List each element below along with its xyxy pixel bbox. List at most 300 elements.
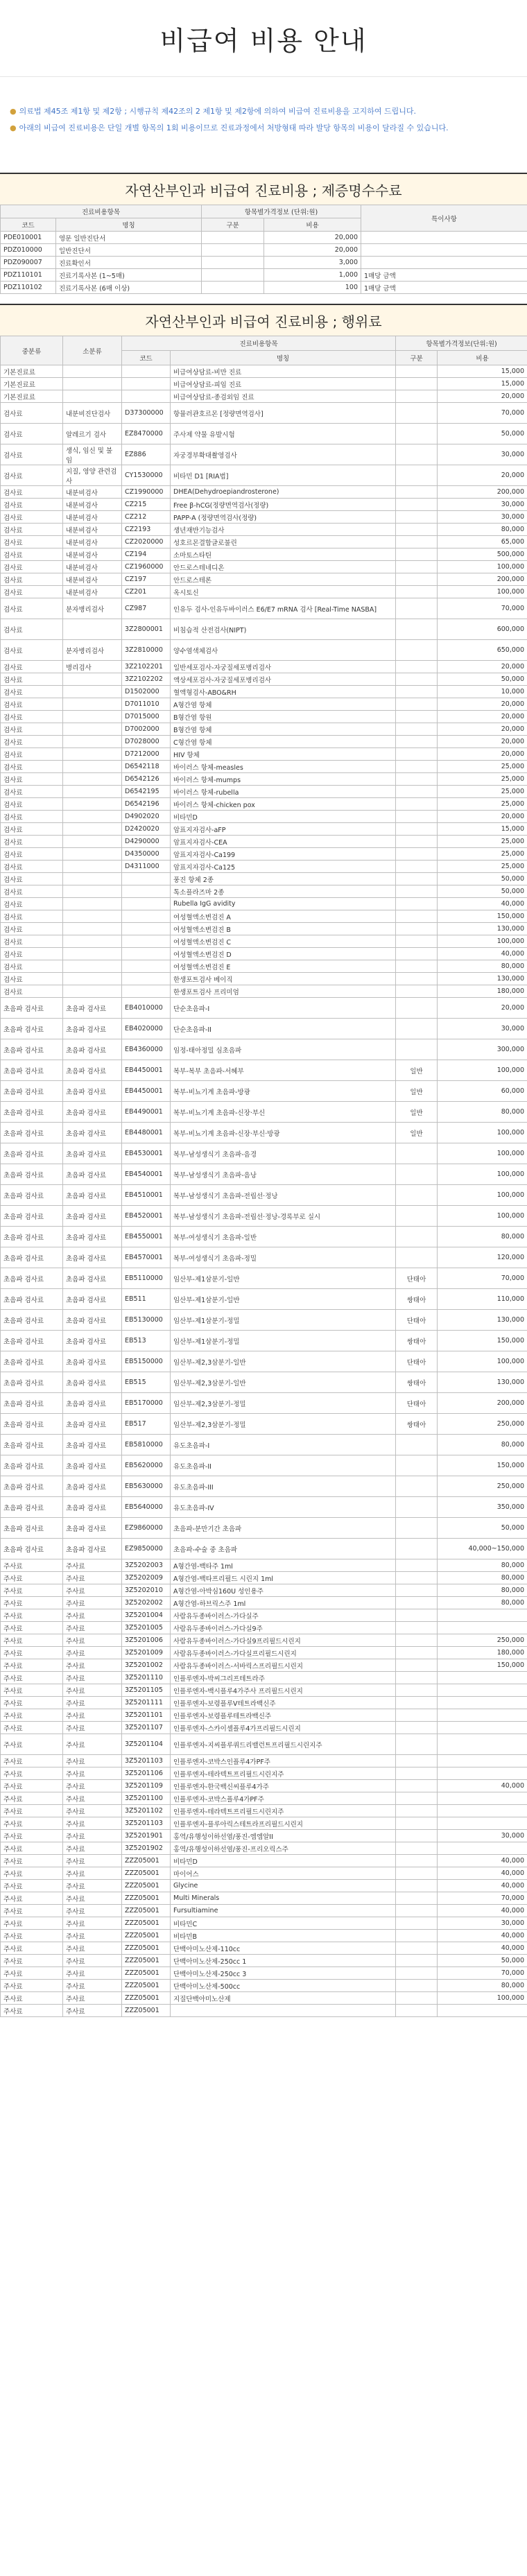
cell-sub: 초음파 검사료 xyxy=(63,1351,122,1372)
cell-cat: 주사료 xyxy=(1,1805,63,1817)
cell-sub xyxy=(63,836,122,848)
cell-cost: 25,000 xyxy=(438,761,527,773)
cell-sub: 주사료 xyxy=(63,1992,122,2005)
cell-kind xyxy=(396,536,438,548)
cell-cat: 초음파 검사료 xyxy=(1,1268,63,1289)
table-row xyxy=(1,661,527,673)
cell-sub: 초음파 검사료 xyxy=(63,1039,122,1060)
cell-code: CZ197 xyxy=(122,573,171,586)
table-row xyxy=(1,811,527,823)
cell-cost xyxy=(438,1697,527,1709)
cell-name: 안드로스테론 xyxy=(171,573,396,586)
cell-name: 복부-비뇨기계 초음파-신장·부신·방광 xyxy=(171,1123,396,1143)
cell-sub: 내분비검사 xyxy=(63,548,122,561)
table-row xyxy=(1,736,527,748)
cell-cost: 20,000 xyxy=(438,390,527,403)
cell-code: ZZZ05001 xyxy=(122,1917,171,1930)
procedure-rows xyxy=(1,365,527,2017)
cell-kind xyxy=(396,1247,438,1268)
cell-cat: 초음파 검사료 xyxy=(1,1289,63,1310)
cell-cat: 검사료 xyxy=(1,923,63,935)
cell-cat: 주사료 xyxy=(1,1930,63,1942)
cell-kind xyxy=(396,1435,438,1455)
cell-cost: 40,000 xyxy=(438,898,527,910)
cell-cat: 검사료 xyxy=(1,748,63,761)
cell-code: EB511 xyxy=(122,1289,171,1310)
cell-cat: 주사료 xyxy=(1,1905,63,1917)
cell-cost xyxy=(438,1734,527,1755)
cell-name: 자궁경부확대촬영검사 xyxy=(171,444,396,465)
table-row xyxy=(1,861,527,873)
table-row xyxy=(1,1684,527,1697)
table-row xyxy=(1,1734,527,1755)
cell-name: 일반세포검사-자궁질세포병리검사 xyxy=(171,661,396,673)
cell-sub: 생식, 임신 및 불임 xyxy=(63,444,122,465)
cell-kind xyxy=(396,390,438,403)
cell-name: 여성혈액소변검진 B xyxy=(171,923,396,935)
cell-name: 인플루엔자-스카이셀플루4가프리필드시린지 xyxy=(171,1722,396,1734)
cell-cost: 150,000 xyxy=(438,1659,527,1672)
cell-cat: 검사료 xyxy=(1,861,63,873)
cell-name: 인플루엔자-보령플루테트라백신주 xyxy=(171,1709,396,1722)
cell-cost: 100,000 xyxy=(438,935,527,948)
cell-code: CZ1960000 xyxy=(122,561,171,573)
cell-sub: 지질, 영양 관련검사 xyxy=(63,465,122,486)
table-row xyxy=(1,1709,527,1722)
cell-cat: 검사료 xyxy=(1,798,63,811)
cell-kind xyxy=(396,1905,438,1917)
cell-name: 유도초음파-IV xyxy=(171,1497,396,1518)
cell-name: 복부-남성생식기 초음파-음경 xyxy=(171,1143,396,1164)
cell-sub: 주사료 xyxy=(63,1955,122,1967)
cell-note xyxy=(361,257,527,269)
cell-cost: 30,000 xyxy=(438,1019,527,1039)
cell-code: 3Z2810000 xyxy=(122,640,171,661)
cell-code: D4350000 xyxy=(122,848,171,861)
cell-code: EB5150000 xyxy=(122,1351,171,1372)
cell-name: 비타민B xyxy=(171,1930,396,1942)
cell-sub xyxy=(63,848,122,861)
cell-name: 혈액형검사-ABO&RH xyxy=(171,686,396,698)
cell-name: 항뮬러관호르몬 [정량면역검사] xyxy=(171,403,396,424)
table-row xyxy=(1,873,527,885)
cell-name: 안드로스테네디온 xyxy=(171,561,396,573)
cell-cost: 50,000 xyxy=(438,1955,527,1967)
cell-cost: 15,000 xyxy=(438,365,527,378)
table-row xyxy=(1,1855,527,1867)
table-row xyxy=(1,1497,527,1518)
cell-kind xyxy=(396,573,438,586)
cell-name: 한생포트검사 베이직 xyxy=(171,973,396,985)
cell-code: 3Z5201101 xyxy=(122,1709,171,1722)
cell-kind xyxy=(396,1780,438,1792)
cell-sub: 주사료 xyxy=(63,1609,122,1622)
cell-name: 복부-비뇨기계 초음파-방광 xyxy=(171,1081,396,1102)
cell-sub: 분자병리검사 xyxy=(63,640,122,661)
cell-kind xyxy=(396,848,438,861)
cell-sub: 주사료 xyxy=(63,1817,122,1830)
cell-kind xyxy=(396,1684,438,1697)
cell-cost: 30,000 xyxy=(438,444,527,465)
cell-kind xyxy=(396,1539,438,1559)
cell-name: 주사제 약물 유발시험 xyxy=(171,424,396,444)
table-row xyxy=(1,773,527,786)
cell-code: 3Z5201901 xyxy=(122,1830,171,1842)
table-row xyxy=(1,244,527,257)
cell-name: 비급여상담료-종검외임 진료 xyxy=(171,390,396,403)
table-row xyxy=(1,1060,527,1081)
cell-kind xyxy=(396,1634,438,1647)
cell-cost: 20,000 xyxy=(438,465,527,486)
cell-cost: 80,000 xyxy=(438,524,527,536)
cell-cost: 130,000 xyxy=(438,1310,527,1331)
cell-code: 3Z5201100 xyxy=(122,1792,171,1805)
table-row xyxy=(1,1414,527,1435)
cell-cat: 초음파 검사료 xyxy=(1,1497,63,1518)
cell-kind xyxy=(396,1659,438,1672)
cell-sub xyxy=(63,898,122,910)
cell-kind: 쌍태아 xyxy=(396,1331,438,1351)
table-row xyxy=(1,1597,527,1609)
cell-cat: 검사료 xyxy=(1,811,63,823)
cell-kind: 일반 xyxy=(396,1060,438,1081)
cell-name: 임산부-제1삼분기-정밀 xyxy=(171,1310,396,1331)
cell-code: 3Z5201009 xyxy=(122,1647,171,1659)
cell-cat: 검사료 xyxy=(1,898,63,910)
cell-cost: 180,000 xyxy=(438,985,527,998)
notice-text: 의료법 제45조 제1항 및 제2항 ; 시행규칙 제42조의 2 제1항 및 제2항에 의하여 비급여 진료비용을 고지하여 드립니다. xyxy=(19,107,417,116)
procedure-fee-table xyxy=(0,336,527,2017)
cell-cat: 초음파 검사료 xyxy=(1,1310,63,1331)
cell-sub xyxy=(63,736,122,748)
cell-cost: 30,000 xyxy=(438,1917,527,1930)
cell-kind xyxy=(396,640,438,661)
cell-cost: 20,000 xyxy=(438,736,527,748)
cell-cost: 100,000 xyxy=(438,1206,527,1227)
cell-cost: 30,000 xyxy=(438,499,527,511)
cell-name: 임산부-제1삼분기-일반 xyxy=(171,1289,396,1310)
table-row xyxy=(1,598,527,619)
table-row xyxy=(1,586,527,598)
cell-cat: 초음파 검사료 xyxy=(1,1019,63,1039)
cell-cat: 주사료 xyxy=(1,1867,63,1880)
cell-name: 진료기록사본 (1~5매) xyxy=(56,269,202,282)
cell-cost: 1,000 xyxy=(264,269,361,282)
header-code: 코드 xyxy=(1,218,56,232)
cell-name: A형간염-하브릭스주 1ml xyxy=(171,1597,396,1609)
cell-sub: 주사료 xyxy=(63,1805,122,1817)
cell-cost: 100,000 xyxy=(438,1351,527,1372)
table-row xyxy=(1,998,527,1019)
cell-name: 바이러스 항체-rubella xyxy=(171,786,396,798)
cell-cost: 40,000 xyxy=(438,1867,527,1880)
cell-name: 임산부-제2,3삼분기-일반 xyxy=(171,1372,396,1393)
cell-code xyxy=(122,948,171,960)
cell-kind xyxy=(396,2005,438,2017)
table-row xyxy=(1,1967,527,1980)
table-row xyxy=(1,1659,527,1672)
cell-code: EB4550001 xyxy=(122,1227,171,1247)
cell-code: 3Z5201103 xyxy=(122,1755,171,1767)
cell-kind xyxy=(396,873,438,885)
table-row xyxy=(1,1722,527,1734)
cell-code: EB5630000 xyxy=(122,1476,171,1497)
cell-code: 3Z2102201 xyxy=(122,661,171,673)
cell-kind xyxy=(396,1792,438,1805)
cell-code: EB517 xyxy=(122,1414,171,1435)
cell-cat: 검사료 xyxy=(1,823,63,836)
cell-code: D4311000 xyxy=(122,861,171,873)
cell-kind xyxy=(396,1709,438,1722)
cell-name: 양수염색체검사 xyxy=(171,640,396,661)
cell-name: 복부-여성생식기 초음파-일반 xyxy=(171,1227,396,1247)
cell-kind xyxy=(396,1867,438,1880)
cell-name: 암표지자검사-Ca199 xyxy=(171,848,396,861)
cell-sub: 초음파 검사료 xyxy=(63,1227,122,1247)
cell-code: EB4450001 xyxy=(122,1060,171,1081)
table-row xyxy=(1,1647,527,1659)
cell-sub: 주사료 xyxy=(63,1647,122,1659)
cell-code xyxy=(122,923,171,935)
cell-code xyxy=(122,885,171,898)
cell-kind xyxy=(396,378,438,390)
cell-name: C형간염 항체 xyxy=(171,736,396,748)
section-title-certificates: 자연산부인과 비급여 진료비용 ; 제증명수수료 xyxy=(0,173,527,205)
cell-kind xyxy=(396,898,438,910)
table-row xyxy=(1,1697,527,1709)
cell-sub: 내분비검사 xyxy=(63,486,122,499)
cell-cat: 검사료 xyxy=(1,586,63,598)
cell-kind xyxy=(396,1942,438,1955)
cell-code: EZ9850000 xyxy=(122,1539,171,1559)
cell-code: 3Z2800001 xyxy=(122,619,171,640)
cell-cost: 70,000 xyxy=(438,598,527,619)
cell-sub: 내분비검사 xyxy=(63,573,122,586)
cell-name: 비급여상담료-피임 진료 xyxy=(171,378,396,390)
cell-code: ZZZ05001 xyxy=(122,1930,171,1942)
cell-code: D7212000 xyxy=(122,748,171,761)
cell-cat: 검사료 xyxy=(1,573,63,586)
cell-cost: 20,000 xyxy=(438,998,527,1019)
cell-sub xyxy=(63,723,122,736)
cell-cat: 초음파 검사료 xyxy=(1,1102,63,1123)
cell-name: 여성혈액소변검진 A xyxy=(171,910,396,923)
table-row xyxy=(1,948,527,960)
cell-code: 3Z5201104 xyxy=(122,1734,171,1755)
cell-kind xyxy=(396,1855,438,1867)
cell-name: 임정-태아정밀 심초음파 xyxy=(171,1039,396,1060)
table-row xyxy=(1,1672,527,1684)
table-row xyxy=(1,1830,527,1842)
cell-kind xyxy=(396,499,438,511)
table-row xyxy=(1,1081,527,1102)
cell-cost: 650,000 xyxy=(438,640,527,661)
cell-sub: 초음파 검사료 xyxy=(63,1414,122,1435)
cell-cat: 검사료 xyxy=(1,511,63,524)
cell-cat: 초음파 검사료 xyxy=(1,1435,63,1455)
cell-cost: 600,000 xyxy=(438,619,527,640)
cell-kind: 쌍태아 xyxy=(396,1414,438,1435)
cell-cat: 주사료 xyxy=(1,1647,63,1659)
cell-cost: 250,000 xyxy=(438,1476,527,1497)
cell-kind xyxy=(396,823,438,836)
cell-code: D37300000 xyxy=(122,403,171,424)
cell-cost: 40,000 xyxy=(438,1855,527,1867)
cell-code: EB4570001 xyxy=(122,1247,171,1268)
cell-sub: 초음파 검사료 xyxy=(63,1393,122,1414)
cell-kind xyxy=(396,960,438,973)
cell-cost: 20,000 xyxy=(438,698,527,711)
cell-cost xyxy=(438,1842,527,1855)
cell-code: 3Z5201110 xyxy=(122,1672,171,1684)
cell-code: 3Z5201109 xyxy=(122,1780,171,1792)
cell-cost xyxy=(438,2005,527,2017)
cell-sub: 초음파 검사료 xyxy=(63,1455,122,1476)
cell-code: 3Z5201102 xyxy=(122,1805,171,1817)
cell-cat: 주사료 xyxy=(1,1722,63,1734)
cell-cat: 검사료 xyxy=(1,548,63,561)
cell-sub xyxy=(63,365,122,378)
cell-cost: 100,000 xyxy=(438,1143,527,1164)
cell-sub: 초음파 검사료 xyxy=(63,1539,122,1559)
cell-kind xyxy=(396,1647,438,1659)
cell-sub: 내분비검사 xyxy=(63,536,122,548)
cell-kind xyxy=(396,1830,438,1842)
cell-cost: 180,000 xyxy=(438,1647,527,1659)
cell-cost: 20,000 xyxy=(438,748,527,761)
cell-kind: 단태아 xyxy=(396,1310,438,1331)
table-row xyxy=(1,232,527,244)
cell-cat: 주사료 xyxy=(1,1755,63,1767)
cell-kind xyxy=(396,1039,438,1060)
cell-name: 생년재반기능검사 xyxy=(171,524,396,536)
cell-code: EB4010000 xyxy=(122,998,171,1019)
cell-code: ZZZ05001 xyxy=(122,1942,171,1955)
cell-cost: 250,000 xyxy=(438,1414,527,1435)
cell-kind xyxy=(396,1955,438,1967)
cell-sub xyxy=(63,786,122,798)
cell-cat: 초음파 검사료 xyxy=(1,1206,63,1227)
cell-cost: 30,000 xyxy=(438,1830,527,1842)
table-row xyxy=(1,910,527,923)
cell-cost: 50,000 xyxy=(438,885,527,898)
cell-name: HIV 항체 xyxy=(171,748,396,761)
table-row xyxy=(1,686,527,698)
table-row xyxy=(1,1955,527,1967)
cell-sub: 초음파 검사료 xyxy=(63,1060,122,1081)
table-row xyxy=(1,985,527,998)
table-row xyxy=(1,561,527,573)
table-row xyxy=(1,935,527,948)
cell-sub: 초음파 검사료 xyxy=(63,1143,122,1164)
table-row xyxy=(1,1019,527,1039)
cell-sub: 주사료 xyxy=(63,1855,122,1867)
cell-code xyxy=(122,973,171,985)
cell-kind: 쌍태아 xyxy=(396,1289,438,1310)
cell-code xyxy=(122,985,171,998)
cell-kind xyxy=(396,1559,438,1572)
cell-sub xyxy=(63,923,122,935)
cell-name: 인플루엔자-코박스인플루4가PF주 xyxy=(171,1755,396,1767)
cell-kind xyxy=(396,1164,438,1185)
cell-cat: 주사료 xyxy=(1,1842,63,1855)
cell-code xyxy=(122,390,171,403)
table-row xyxy=(1,1559,527,1572)
cell-cost: 250,000 xyxy=(438,1634,527,1647)
cell-cat: 주사료 xyxy=(1,1942,63,1955)
cell-cost: 40,000 xyxy=(438,1780,527,1792)
cell-cat: 주사료 xyxy=(1,1792,63,1805)
cell-code: 3Z5201002 xyxy=(122,1659,171,1672)
table-row xyxy=(1,499,527,511)
cell-cost: 40,000~150,000 xyxy=(438,1539,527,1559)
cell-cat: 검사료 xyxy=(1,486,63,499)
cell-code: 3Z5202009 xyxy=(122,1572,171,1584)
cell-cat: 검사료 xyxy=(1,424,63,444)
table-row xyxy=(1,1780,527,1792)
cell-cat: 초음파 검사료 xyxy=(1,1227,63,1247)
cell-name: 암표지자검사-Ca125 xyxy=(171,861,396,873)
cell-code: PDZ010000 xyxy=(1,244,56,257)
cell-cost: 200,000 xyxy=(438,486,527,499)
cell-sub: 주사료 xyxy=(63,1792,122,1805)
cell-code: D7002000 xyxy=(122,723,171,736)
cell-cost: 300,000 xyxy=(438,1039,527,1060)
cell-name: 지질단백아미노산제 xyxy=(171,1992,396,2005)
cell-kind xyxy=(396,1143,438,1164)
cell-cat: 초음파 검사료 xyxy=(1,1414,63,1435)
cell-sub: 초음파 검사료 xyxy=(63,1476,122,1497)
cell-name: 진료확인서 xyxy=(56,257,202,269)
cell-sub xyxy=(63,673,122,686)
cell-cost: 200,000 xyxy=(438,573,527,586)
table-row xyxy=(1,1817,527,1830)
cell-cost: 60,000 xyxy=(438,1081,527,1102)
table-row xyxy=(1,1942,527,1955)
table-row xyxy=(1,1123,527,1143)
cell-kind xyxy=(396,948,438,960)
cell-sub: 초음파 검사료 xyxy=(63,1019,122,1039)
cell-sub xyxy=(63,748,122,761)
cell-name: 진료기록사본 (6매 이상) xyxy=(56,282,202,294)
cell-name: 바이러스 항체-chicken pox xyxy=(171,798,396,811)
cell-code: CY1530000 xyxy=(122,465,171,486)
cell-code: D6542195 xyxy=(122,786,171,798)
cell-sub: 내분비검사 xyxy=(63,511,122,524)
cell-name: 유도초음파-III xyxy=(171,1476,396,1497)
cell-cost: 50,000 xyxy=(438,1518,527,1539)
cell-code xyxy=(122,365,171,378)
cell-cat: 주사료 xyxy=(1,1880,63,1892)
cell-code: ZZZ05001 xyxy=(122,1892,171,1905)
cell-kind xyxy=(396,548,438,561)
cell-cost: 100,000 xyxy=(438,1185,527,1206)
table-row xyxy=(1,1476,527,1497)
table-row xyxy=(1,269,527,282)
table-row xyxy=(1,403,527,424)
table-row xyxy=(1,1572,527,1584)
cell-name: 액상세포검사-자궁질세포병리검사 xyxy=(171,673,396,686)
cell-code: D7028000 xyxy=(122,736,171,748)
table-row xyxy=(1,1247,527,1268)
cell-kind xyxy=(396,861,438,873)
cell-cat: 초음파 검사료 xyxy=(1,1039,63,1060)
cell-cat: 주사료 xyxy=(1,1572,63,1584)
table-row xyxy=(1,1372,527,1393)
cell-code: D7011010 xyxy=(122,698,171,711)
cell-cat: 검사료 xyxy=(1,836,63,848)
cell-kind xyxy=(396,619,438,640)
